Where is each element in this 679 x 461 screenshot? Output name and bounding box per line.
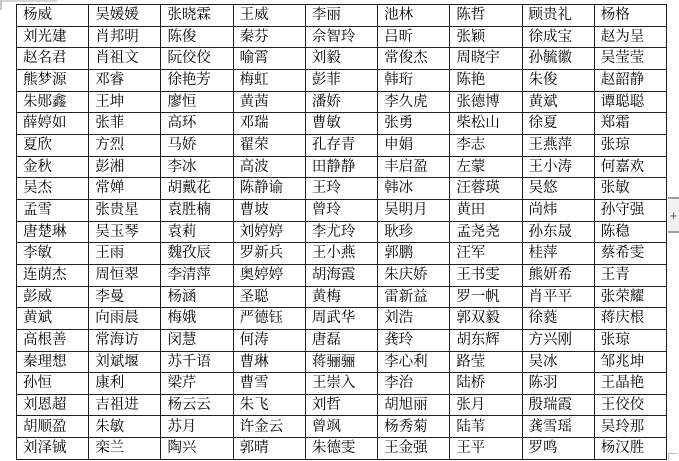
name-cell[interactable]: 王燕萍 xyxy=(522,134,594,156)
name-cell[interactable]: 常婵 xyxy=(89,178,161,200)
name-cell[interactable]: 张菲 xyxy=(89,113,161,135)
name-cell[interactable]: 龚雪瑶 xyxy=(522,416,594,438)
name-cell[interactable]: 张敏 xyxy=(594,178,666,200)
name-cell[interactable]: 刘浩 xyxy=(378,308,450,330)
name-cell[interactable]: 杨汉胜 xyxy=(594,438,666,460)
name-cell[interactable]: 袁莉 xyxy=(161,221,233,243)
name-cell[interactable]: 熊梦源 xyxy=(17,69,89,91)
name-cell[interactable]: 王小涛 xyxy=(522,156,594,178)
name-cell[interactable]: 孟尧尧 xyxy=(450,221,522,243)
name-cell[interactable]: 赵为呈 xyxy=(594,26,666,48)
name-cell[interactable]: 吴悠 xyxy=(522,178,594,200)
name-cell[interactable]: 刘毅 xyxy=(305,48,377,70)
name-cell[interactable]: 汪军 xyxy=(450,243,522,265)
name-cell[interactable]: 王玲 xyxy=(305,178,377,200)
name-cell[interactable]: 李志 xyxy=(450,134,522,156)
name-cell[interactable]: 张德博 xyxy=(450,91,522,113)
name-cell[interactable]: 张颖 xyxy=(450,26,522,48)
name-cell[interactable]: 邹兆坤 xyxy=(594,351,666,373)
name-cell[interactable]: 夏欣 xyxy=(17,134,89,156)
name-cell[interactable]: 彭湘 xyxy=(89,156,161,178)
name-cell[interactable]: 雷新益 xyxy=(378,286,450,308)
name-cell[interactable]: 薛婷如 xyxy=(17,113,89,135)
name-cell[interactable]: 黄斌 xyxy=(522,91,594,113)
name-cell[interactable]: 胡东辉 xyxy=(450,329,522,351)
name-cell[interactable]: 申娟 xyxy=(378,134,450,156)
name-cell[interactable]: 何涛 xyxy=(233,329,305,351)
name-cell[interactable]: 圣聪 xyxy=(233,286,305,308)
name-cell[interactable]: 王金强 xyxy=(378,438,450,460)
name-cell[interactable]: 黄田 xyxy=(450,199,522,221)
table-row xyxy=(17,286,667,308)
name-cell[interactable]: 奥婷婷 xyxy=(233,264,305,286)
name-cell[interactable]: 闵慧 xyxy=(161,329,233,351)
name-cell[interactable]: 郑霜 xyxy=(594,113,666,135)
table-row xyxy=(17,221,667,243)
name-cell[interactable]: 刘泽铖 xyxy=(17,438,89,460)
name-cell[interactable]: 殷瑞霞 xyxy=(522,394,594,416)
name-cell[interactable]: 汪蓉瑛 xyxy=(450,178,522,200)
name-cell[interactable]: 蒋骊骊 xyxy=(305,351,377,373)
name-cell[interactable]: 陈俊 xyxy=(161,26,233,48)
name-cell[interactable]: 何嘉欢 xyxy=(594,156,666,178)
name-cell[interactable]: 郭鹏 xyxy=(378,243,450,265)
table-row xyxy=(17,438,667,460)
name-cell[interactable]: 黄斌 xyxy=(17,308,89,330)
name-cell[interactable]: 佘智玲 xyxy=(305,26,377,48)
name-cell[interactable]: 肖祖文 xyxy=(89,48,161,70)
name-cell[interactable]: 罗新兵 xyxy=(233,243,305,265)
name-cell[interactable]: 孙守强 xyxy=(594,199,666,221)
name-cell[interactable]: 邓睿 xyxy=(89,69,161,91)
name-cell[interactable]: 朱敏 xyxy=(89,416,161,438)
name-cell[interactable]: 陈艳 xyxy=(450,69,522,91)
name-cell[interactable]: 陈静谕 xyxy=(233,178,305,200)
names-table xyxy=(16,4,667,460)
table-row xyxy=(17,264,667,286)
name-cell[interactable]: 陆桥 xyxy=(450,373,522,395)
name-cell[interactable]: 王佼佼 xyxy=(594,394,666,416)
name-cell[interactable]: 韩冰 xyxy=(378,178,450,200)
name-cell[interactable]: 蒋庆根 xyxy=(594,308,666,330)
names-table-body xyxy=(17,5,667,460)
name-cell[interactable]: 徐蕤 xyxy=(522,308,594,330)
name-cell[interactable]: 梅虹 xyxy=(233,69,305,91)
name-cell[interactable]: 许金云 xyxy=(233,416,305,438)
name-cell[interactable]: 李清萍 xyxy=(161,264,233,286)
window-edge-left-artifact xyxy=(0,0,2,10)
name-cell[interactable]: 魏孜辰 xyxy=(161,243,233,265)
name-cell[interactable]: 张贵星 xyxy=(89,199,161,221)
name-cell[interactable]: 王坤 xyxy=(89,91,161,113)
name-cell[interactable]: 张勇 xyxy=(378,113,450,135)
name-cell[interactable]: 吴媛媛 xyxy=(89,5,161,27)
name-cell[interactable]: 曾飒 xyxy=(305,416,377,438)
name-cell[interactable]: 孔存青 xyxy=(305,134,377,156)
name-cell[interactable]: 吴玲那 xyxy=(594,416,666,438)
table-row xyxy=(17,91,667,113)
name-cell[interactable]: 康利 xyxy=(89,373,161,395)
name-cell[interactable]: 潘娇 xyxy=(305,91,377,113)
name-cell[interactable]: 王雨 xyxy=(89,243,161,265)
name-cell[interactable]: 彭菲 xyxy=(305,69,377,91)
name-cell[interactable]: 田静静 xyxy=(305,156,377,178)
name-cell[interactable]: 张琼 xyxy=(594,329,666,351)
name-cell[interactable]: 喻霄 xyxy=(233,48,305,70)
table-row xyxy=(17,243,667,265)
name-cell[interactable]: 袁胜楠 xyxy=(161,199,233,221)
table-row xyxy=(17,329,667,351)
widget-bottom-bar xyxy=(668,231,679,233)
table-row xyxy=(17,134,667,156)
table-row xyxy=(17,373,667,395)
name-cell[interactable]: 赵名君 xyxy=(17,48,89,70)
name-cell[interactable]: 耿珍 xyxy=(378,221,450,243)
name-cell[interactable]: 罗鸣 xyxy=(522,438,594,460)
right-scroll-widget[interactable] xyxy=(668,197,679,233)
name-cell[interactable]: 池林 xyxy=(378,5,450,27)
name-cell[interactable]: 陶兴 xyxy=(161,438,233,460)
name-cell[interactable]: 肖邦明 xyxy=(89,26,161,48)
name-cell[interactable]: 梁芹 xyxy=(161,373,233,395)
name-cell[interactable]: 唐楚琳 xyxy=(17,221,89,243)
name-cell[interactable]: 李尤玲 xyxy=(305,221,377,243)
table-row xyxy=(17,48,667,70)
table-row xyxy=(17,156,667,178)
widget-top-bar xyxy=(668,197,679,199)
name-cell[interactable]: 熊妍希 xyxy=(522,264,594,286)
name-cell[interactable]: 高根善 xyxy=(17,329,89,351)
name-cell[interactable]: 吴玉琴 xyxy=(89,221,161,243)
name-cell[interactable]: 胡顺盈 xyxy=(17,416,89,438)
name-cell[interactable]: 邓瑞 xyxy=(233,113,305,135)
name-cell[interactable]: 王平 xyxy=(450,438,522,460)
name-cell[interactable]: 朱飞 xyxy=(233,394,305,416)
name-cell[interactable]: 张琼 xyxy=(594,134,666,156)
name-cell[interactable]: 王威 xyxy=(233,5,305,27)
name-cell[interactable]: 吕昕 xyxy=(378,26,450,48)
name-cell[interactable]: 常海访 xyxy=(89,329,161,351)
name-cell[interactable]: 李曼 xyxy=(89,286,161,308)
name-cell[interactable]: 刘斌堰 xyxy=(89,351,161,373)
name-cell[interactable]: 常俊杰 xyxy=(378,48,450,70)
table-row xyxy=(17,113,667,135)
name-cell[interactable]: 李敏 xyxy=(17,243,89,265)
name-cell[interactable]: 桂萍 xyxy=(522,243,594,265)
name-cell[interactable]: 徐夏 xyxy=(522,113,594,135)
name-cell[interactable]: 方烈 xyxy=(89,134,161,156)
name-cell[interactable]: 郭晴 xyxy=(233,438,305,460)
name-cell[interactable]: 张荣耀 xyxy=(594,286,666,308)
name-cell[interactable]: 陈羽 xyxy=(522,373,594,395)
name-cell[interactable]: 谭聪聪 xyxy=(594,91,666,113)
name-cell[interactable]: 尚炜 xyxy=(522,199,594,221)
name-cell[interactable]: 朱庆娇 xyxy=(378,264,450,286)
name-cell[interactable]: 左蒙 xyxy=(450,156,522,178)
name-cell[interactable]: 胡旭丽 xyxy=(378,394,450,416)
table-row xyxy=(17,178,667,200)
name-cell[interactable]: 徐艳芳 xyxy=(161,69,233,91)
name-cell[interactable]: 陈哲 xyxy=(450,5,522,27)
name-cell[interactable]: 赵韶静 xyxy=(594,69,666,91)
name-cell[interactable]: 黄梅 xyxy=(305,286,377,308)
name-cell[interactable]: 翟荣 xyxy=(233,134,305,156)
name-cell[interactable]: 杨威 xyxy=(17,5,89,27)
name-cell[interactable]: 李丽 xyxy=(305,5,377,27)
name-cell[interactable]: 朱德雯 xyxy=(305,438,377,460)
table-row xyxy=(17,416,667,438)
name-cell[interactable]: 梅娥 xyxy=(161,308,233,330)
name-cell[interactable]: 曾玲 xyxy=(305,199,377,221)
name-cell[interactable]: 丰启盈 xyxy=(378,156,450,178)
name-cell[interactable]: 陆苇 xyxy=(450,416,522,438)
name-cell[interactable]: 郭双毅 xyxy=(450,308,522,330)
name-cell[interactable]: 肖平平 xyxy=(522,286,594,308)
name-cell[interactable]: 韩珩 xyxy=(378,69,450,91)
name-cell[interactable]: 徐成宝 xyxy=(522,26,594,48)
name-cell[interactable]: 王晶艳 xyxy=(594,373,666,395)
name-cell[interactable]: 阮佼佼 xyxy=(161,48,233,70)
name-cell[interactable]: 李治 xyxy=(378,373,450,395)
name-cell[interactable]: 苏月 xyxy=(161,416,233,438)
name-cell[interactable]: 秦芬 xyxy=(233,26,305,48)
name-cell[interactable]: 周武华 xyxy=(305,308,377,330)
name-cell[interactable]: 吉祖进 xyxy=(89,394,161,416)
name-cell[interactable]: 蔡希雯 xyxy=(594,243,666,265)
name-cell[interactable]: 彭威 xyxy=(17,286,89,308)
name-cell[interactable]: 高波 xyxy=(233,156,305,178)
name-cell[interactable]: 王书雯 xyxy=(450,264,522,286)
name-cell[interactable]: 吴莹莹 xyxy=(594,48,666,70)
name-cell[interactable]: 刘光建 xyxy=(17,26,89,48)
name-cell[interactable]: 唐磊 xyxy=(305,329,377,351)
name-cell[interactable]: 罗一帆 xyxy=(450,286,522,308)
name-cell[interactable]: 李心利 xyxy=(378,351,450,373)
name-cell[interactable]: 张晓霖 xyxy=(161,5,233,27)
name-cell[interactable]: 顾贵礼 xyxy=(522,5,594,27)
name-cell[interactable]: 黄茜 xyxy=(233,91,305,113)
name-cell[interactable]: 周恒翠 xyxy=(89,264,161,286)
table-row xyxy=(17,308,667,330)
name-cell[interactable]: 朱郧鑫 xyxy=(17,91,89,113)
name-cell[interactable]: 刘婷婷 xyxy=(233,221,305,243)
table-row xyxy=(17,351,667,373)
name-cell[interactable]: 路莹 xyxy=(450,351,522,373)
name-cell[interactable]: 刘恩超 xyxy=(17,394,89,416)
corner-artifact xyxy=(668,453,677,460)
name-cell[interactable]: 孙恒 xyxy=(17,373,89,395)
name-cell[interactable]: 孙毓徽 xyxy=(522,48,594,70)
name-cell[interactable]: 王小燕 xyxy=(305,243,377,265)
name-cell[interactable]: 张月 xyxy=(450,394,522,416)
name-cell[interactable]: 金秋 xyxy=(17,156,89,178)
name-cell[interactable]: 曹雪 xyxy=(233,373,305,395)
name-cell[interactable]: 吴冰 xyxy=(522,351,594,373)
name-cell[interactable]: 吴杰 xyxy=(17,178,89,200)
table-row xyxy=(17,26,667,48)
name-cell[interactable]: 周晓宇 xyxy=(450,48,522,70)
name-cell[interactable]: 刘哲 xyxy=(305,394,377,416)
window-edge-top-artifact xyxy=(0,0,57,2)
name-cell[interactable]: 杨云云 xyxy=(161,394,233,416)
name-cell[interactable]: 王青 xyxy=(594,264,666,286)
name-cell[interactable]: 吴明月 xyxy=(378,199,450,221)
name-cell[interactable]: 高环 xyxy=(161,113,233,135)
name-cell[interactable]: 苏千语 xyxy=(161,351,233,373)
name-cell[interactable]: 秦理想 xyxy=(17,351,89,373)
name-cell[interactable]: 陈稳 xyxy=(594,221,666,243)
name-cell[interactable]: 孙东晟 xyxy=(522,221,594,243)
name-cell[interactable]: 龚玲 xyxy=(378,329,450,351)
name-cell[interactable]: 向雨晨 xyxy=(89,308,161,330)
name-cell[interactable]: 廖恒 xyxy=(161,91,233,113)
name-cell[interactable]: 栾兰 xyxy=(89,438,161,460)
name-cell[interactable]: 孟雪 xyxy=(17,199,89,221)
table-row xyxy=(17,69,667,91)
name-cell[interactable]: 李久虎 xyxy=(378,91,450,113)
name-cell[interactable]: 王崇入 xyxy=(305,373,377,395)
name-cell[interactable]: 柴松山 xyxy=(450,113,522,135)
name-cell[interactable]: 曹琳 xyxy=(233,351,305,373)
name-cell[interactable]: 李冰 xyxy=(161,156,233,178)
name-cell[interactable]: 朱俊 xyxy=(522,69,594,91)
name-cell[interactable]: 杨涵 xyxy=(161,286,233,308)
name-cell[interactable]: 杨秀菊 xyxy=(378,416,450,438)
plus-icon[interactable]: + xyxy=(669,207,678,223)
name-cell[interactable]: 杨格 xyxy=(594,5,666,27)
name-cell[interactable]: 马娇 xyxy=(161,134,233,156)
name-cell[interactable]: 胡海霞 xyxy=(305,264,377,286)
name-cell[interactable]: 严德钰 xyxy=(233,308,305,330)
table-row xyxy=(17,199,667,221)
name-cell[interactable]: 连荫杰 xyxy=(17,264,89,286)
table-row xyxy=(17,5,667,27)
name-cell[interactable]: 胡戴花 xyxy=(161,178,233,200)
name-cell[interactable]: 曹敏 xyxy=(305,113,377,135)
table-row xyxy=(17,394,667,416)
name-cell[interactable]: 曹坡 xyxy=(233,199,305,221)
name-cell[interactable]: 方兴刚 xyxy=(522,329,594,351)
